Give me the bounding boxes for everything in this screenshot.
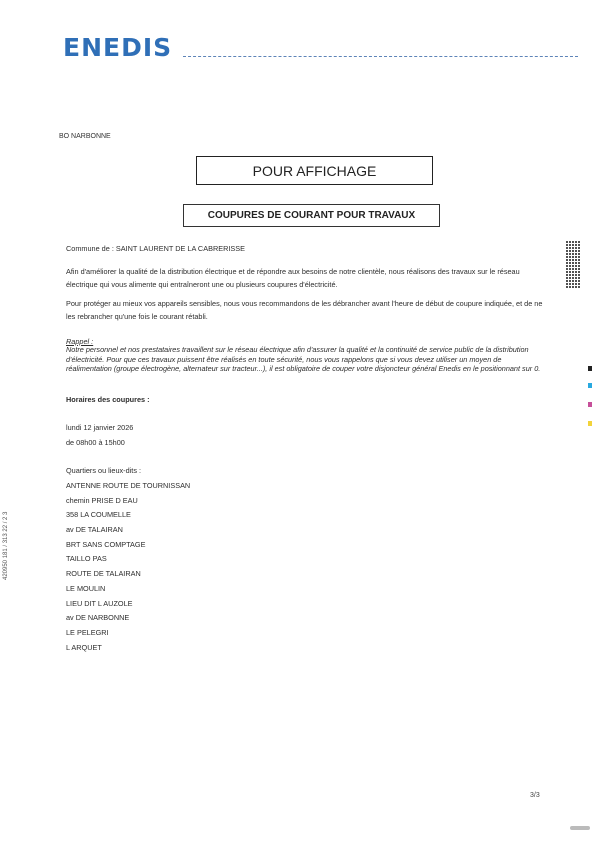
list-item: ANTENNE ROUTE DE TOURNISSAN	[66, 481, 191, 490]
coupures-title: COUPURES DE COURANT POUR TRAVAUX	[183, 204, 440, 227]
list-item: L ARQUET	[66, 642, 102, 652]
protection-paragraph: Pour protéger au mieux vos appareils sensibles, nous vous recommandons de les débrancher avant l'heure de début de coupure indiquée, et de ne les rebrancher qu'une fois le courant rétabli.	[66, 299, 543, 321]
quartiers-heading: Quartiers ou lieux-dits :	[66, 466, 142, 475]
pour-affichage-title: POUR AFFICHAGE	[196, 156, 433, 185]
list-item: av DE NARBONNE	[66, 613, 130, 623]
commune-line: Commune de : SAINT LAURENT DE LA CABRERISSE	[66, 244, 245, 253]
list-item: 358 LA COUMELLE	[66, 510, 131, 520]
list-item: ROUTE DE TALAIRAN	[66, 569, 141, 579]
outage-date: lundi 12 janvier 2026	[66, 423, 134, 432]
list-item: av DE TALAIRAN	[66, 525, 123, 535]
print-mark-black	[588, 366, 592, 371]
enedis-logo: ENEDIS	[63, 33, 173, 62]
quartiers-list	[66, 479, 190, 655]
document-reference: BO NARBONNE	[59, 133, 111, 140]
list-item: LE MOULIN	[66, 583, 106, 593]
list-item: LE PELEGRI	[66, 627, 109, 637]
list-item: chemin PRISE D EAU	[66, 495, 138, 505]
print-mark-yellow	[588, 421, 592, 426]
page-number: 3/3	[530, 792, 540, 799]
rappel-paragraph: Notre personnel et nos prestataires travaillent sur le réseau électrique afin d'assurer la qualité et la continuité de service public de la distribution d'électricité. Pour que ces travaux puissent être réalisés en toute sécurité, nous vous rappelons que si vous devez utiliser un moyen de réalimentation (groupe électrogène, alternateur sur tracteur...), il est obligatoire de couper votre disjoncteur général Enedis en le positionnant sur 0.	[66, 345, 541, 374]
list-item: LIEU DIT L AUZOLE	[66, 598, 133, 608]
list-item: TAILLO PAS	[66, 554, 107, 564]
intro-paragraph: Afin d'améliorer la qualité de la distribution électrique et de répondre aux besoins de notre clientèle, nous réalisons des travaux sur le réseau électrique qui vous alimente qui entraîneront une ou plusieurs coupures d'électricité.	[66, 267, 520, 289]
corner-mark	[570, 826, 590, 830]
outage-time: de 08h00 à 15h00	[66, 438, 125, 447]
side-reference-code: 420950 181 / 313 22 / 2 3	[3, 511, 9, 580]
print-mark-cyan	[588, 383, 592, 388]
horaires-heading: Horaires des coupures :	[66, 395, 150, 404]
datamatrix-pattern	[566, 240, 580, 288]
print-mark-magenta	[588, 402, 592, 407]
header-dashed-rule	[183, 56, 578, 57]
list-item: BRT SANS COMPTAGE	[66, 539, 146, 549]
rappel-heading: Rappel :	[66, 337, 94, 346]
